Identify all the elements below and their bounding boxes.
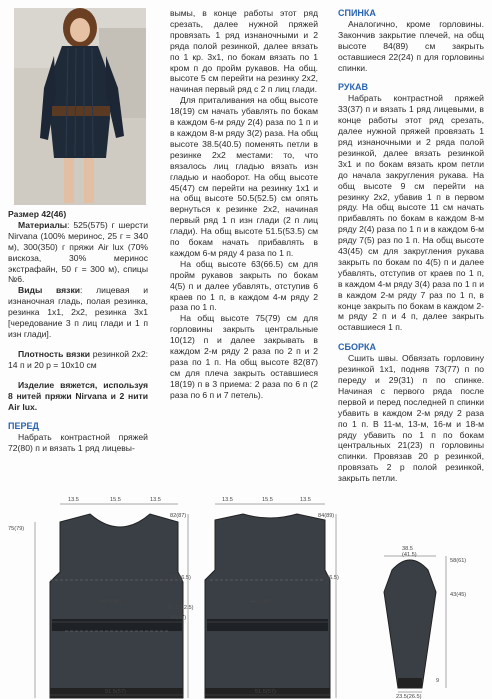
materials-paragraph: [8, 220, 148, 285]
size-label: Размер: [8, 209, 39, 219]
materials-label: Материалы: [18, 219, 68, 230]
column-middle: [170, 8, 318, 401]
density-paragraph: [8, 349, 148, 371]
density-label: Плотность вязки: [18, 348, 91, 359]
assembly-heading: СБОРКА: [338, 342, 376, 353]
size-line: [8, 209, 148, 220]
front-h3-dim: 63(66.5): [170, 575, 191, 581]
front-h1-dim: 82(87): [170, 513, 187, 519]
front-top-right-dim: 13.5: [150, 497, 161, 503]
front-continued-4: На общ высоте 75(79) см для горловины закрыть центральные 10(12) п и далее закрывать в каждом 2-м ряду 2 раза по 2 п и 2 раза по 1 п. На общ высоте 82(87) см для плеча закрыть оставшиеся 18(19) п в 3 приема: 2 раза по 6 п (2 раза по 6 п и 7 петель).: [170, 313, 318, 400]
back-pattern: [205, 514, 330, 698]
front-h2-dim: 75(79): [8, 526, 25, 532]
sleeve-heading: РУКАВ: [338, 82, 368, 93]
back-top-right-dim: 13.5: [300, 497, 311, 503]
front-continued-3: На общ высоте 63(66.5) см для пройм рукавов закрыть по бокам 4(5) п и далее убавлять, отступив 6 краев по 1 п, в каждом 4-м ряду 2 раза по 1 п.: [170, 258, 318, 313]
back-bottom-dim: 51.5(57): [255, 689, 276, 695]
front-pattern: [50, 514, 183, 698]
pattern-diagram: [0, 492, 492, 699]
column-left: [8, 209, 148, 454]
materials-text: : 525(575) г шерсти Nirvana (100% меринос, 25 г = 340 м), 300(350) г пряжи Air lux (70% вискоза, 30% меринос экстрафайн, 50 г = 300 м), спицы №6.: [8, 219, 148, 285]
types-label: Виды вязки: [18, 285, 81, 296]
front-mid-dim: 44.5(48): [100, 599, 121, 605]
sleeve-top2-dim: (41.5): [402, 552, 417, 558]
density-text: резинкой 2x2: 14 п и 20 р = 10x10 см: [8, 348, 148, 370]
back-h1-dim: 84(89): [318, 513, 335, 519]
back-mid-dim: 44.5(48): [250, 599, 271, 605]
front-bottom-dim: 51.5(57): [105, 689, 126, 695]
front-top-left-dim: 13.5: [68, 497, 79, 503]
back-top-left-dim: 13.5: [222, 497, 233, 503]
model-figure-illustration: [14, 8, 146, 205]
assembly-text: Сшить швы. Обвязать горловину резинкой 1x1, подняв 73(77) п по переду и 29(31) п по спинке. Начиная с первого ряда после первой и перед последней п спинки убавить в каждом 2-м ряду 2 раза по 1 п. В 11-м, 13-м, 16-м и 18-м ряду убавить по 1 п по бокам центральных 21(23) п горловины спинки. Провязав 20 р резинкой, провязать 2 р полой резинкой, закрыть петли.: [338, 353, 484, 484]
types-text: : лицевая и изнаночная гладь, полая резинка, резинка 1x1, 2x2, резинка 3x1 [чередование 3 п лиц глади и 1 п изн глади].: [8, 285, 148, 339]
front-top-mid-dim: 15.5: [110, 497, 121, 503]
sleeve-text: Набрать контрастной пряжей 33(37) п и вязать 1 ряд лицевыми, в конце работы этот ряд срезать, далее нужной пряжей провязать 1 ряд изнаночными и 2 ряда полой резинкой, далее вязать резинкой 3x1 и по бокам вязать кром петли до начала закругления рукава. На общ высоте 9 см перейти на резинку 2x2, убавив 1 п в первом ряду. На общ высоте 11 см начать прибавлять по бокам в каждом 8-м ряду 2(4) раза по 1 п и в каждом 6-м ряду 7(5) раз по 1 п. На общ высоте 43(45) см для закругления рукава закрыть по бокам по 4(5) п и далее убавлять, отступив от краев по 1 п, в каждом 4-м ряду 3(4) раза по 1 п и в каждом 2-м ряду 7 раз по 1 п, в конце закрыть по бокам в каждом 2-м ряду 2 п и 4 п, далее закрыть оставшиеся 1 п.: [338, 93, 484, 333]
back-heading: СПИНКА: [338, 8, 376, 18]
size-value: 42(46): [41, 209, 67, 219]
back-h3-dim: 63(66.5): [318, 575, 339, 581]
sleeve-cuff-dim: 9: [436, 678, 440, 684]
front-heading: ПЕРЕД: [8, 421, 39, 432]
sleeve-h1-dim: 58(61): [450, 558, 467, 564]
sleeve-top-dim: 38.5: [402, 546, 413, 552]
back-top-mid-dim: 15.5: [262, 497, 273, 503]
front-h5-dim: 45(47): [170, 615, 187, 621]
back-text: Аналогично, кроме горловины. Закончив закрытие плечей, на общ высоте 84(89) см закрыть оставшиеся 22(24) п для горловины спинки.: [338, 18, 484, 73]
sleeve-h2-dim: 43(45): [450, 592, 467, 598]
model-photo: [14, 8, 146, 205]
column-right: [338, 8, 484, 484]
sleeve-bottom-dim: 23.5(26.5): [396, 694, 422, 699]
front-h4-dim: 50.5(52.5): [168, 605, 194, 611]
front-text: Набрать контрастной пряжей 72(80) п и вязать 1 ряд лицевы-: [8, 432, 148, 454]
yarn-note: Изделие вяжется, используя 8 нитей пряжи Nirvana и 2 нити Air lux.: [8, 379, 148, 412]
front-continued-2: Для приталивания на общ высоте 18(19) см начать убавлять по бокам в каждом 6-м ряду 2(4) раза по 1 п и в каждом 8-м ряду 3(2) раза. На общ высоте 38.5(40.5) поменять петли в резинке 2x2 местами: то, что вязалось лиц гладью вязать изн гладью и наоборот. На общ высоте 45(47) см перейти на резинку 1x1 и на общ высоте 50.5(52.5) см опять вернуться к резинке 2x2, начиная первый ряд 1 п изн глади (2 п лиц глади). На общ высоте 51.5(53.5) см по бокам начать прибавлять в каждом 6-м ряду 4 раза по 1 п.: [170, 95, 318, 258]
types-paragraph: [8, 285, 148, 340]
front-continued-1: вымы, в конце работы этот ряд срезать, далее нужной пряжей провязать 1 ряд изнаночными и 2 ряда полой резинкой, далее вязать по 1 кр. 3x1, по бокам вязать по 1 кром п до пройм рукавов. На общ. высоте 5 см перейти на резинку 2x2, начиная первый ряд с 2 п лиц глади.: [170, 8, 318, 95]
